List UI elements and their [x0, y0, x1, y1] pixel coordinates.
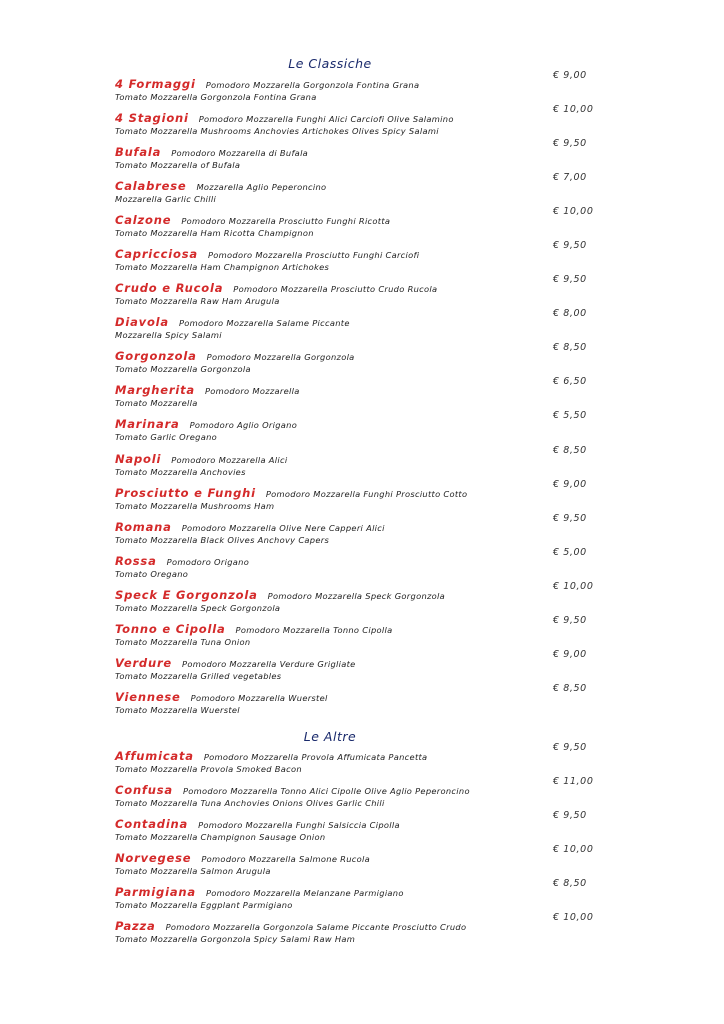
item-ingredients: Pomodoro Mozzarella Olive Nere Capperi Alici [181, 523, 385, 533]
item-ingredients: Pomodoro Mozzarella di Bufala [171, 148, 309, 158]
item-name: Marinara [115, 417, 180, 431]
item-price: € 11,00 [553, 776, 594, 787]
menu-item [115, 172, 595, 207]
item-english: Tomato Mozzarella Mushrooms Anchovies Artichokes Olives Spicy Salami [115, 126, 439, 136]
menu-item [115, 206, 595, 241]
item-english: Tomato Mozzarella Black Olives Anchovy Capers [115, 535, 330, 545]
menu-item [115, 649, 595, 684]
item-name: Gorgonzola [115, 349, 197, 363]
menu-item [115, 878, 595, 913]
item-price: € 8,50 [553, 342, 587, 353]
item-english: Tomato Mozzarella [115, 398, 198, 408]
item-english: Tomato Mozzarella Gorgonzola Spicy Salami Raw Ham [115, 934, 356, 944]
item-price: € 9,50 [553, 274, 587, 285]
item-price: € 9,50 [553, 615, 587, 626]
item-english: Tomato Garlic Oregano [115, 432, 218, 442]
item-ingredients: Pomodoro Mozzarella Alici [171, 455, 288, 465]
item-name: Romana [115, 520, 172, 534]
item-name: Speck E Gorgonzola [115, 588, 258, 602]
item-price: € 8,00 [553, 308, 587, 319]
item-ingredients: Pomodoro Mozzarella Speck Gorgonzola [267, 591, 446, 601]
item-price: € 9,00 [553, 479, 587, 490]
menu-item [115, 138, 595, 173]
item-price: € 9,00 [553, 649, 587, 660]
item-english: Tomato Mozzarella Speck Gorgonzola [115, 603, 281, 613]
item-name: Confusa [115, 783, 173, 797]
item-price: € 10,00 [553, 104, 594, 115]
item-english: Tomato Mozzarella Provola Smoked Bacon [115, 764, 302, 774]
item-name: Diavola [115, 315, 169, 329]
menu-item [115, 342, 595, 377]
item-english: Tomato Mozzarella Ham Champignon Artichokes [115, 262, 330, 272]
item-ingredients: Pomodoro Aglio Origano [189, 420, 298, 430]
item-english: Tomato Mozzarella Gorgonzola Fontina Grana [115, 92, 317, 102]
section-title-altre: Le Altre [303, 729, 357, 744]
item-name: Norvegese [115, 851, 192, 865]
item-ingredients: Pomodoro Mozzarella Tonno Alici Cipolle Olive Aglio Peperoncino [182, 786, 470, 796]
item-price: € 10,00 [553, 206, 594, 217]
item-ingredients: Pomodoro Mozzarella Melanzane Parmigiano [205, 888, 404, 898]
menu-item [115, 445, 595, 480]
menu-item [115, 274, 595, 309]
item-name: Crudo e Rucola [115, 281, 224, 295]
item-english: Tomato Mozzarella Tuna Onion [115, 637, 251, 647]
item-price: € 9,50 [553, 810, 587, 821]
item-english: Tomato Mozzarella Raw Ham Arugula [115, 296, 280, 306]
item-price: € 6,50 [553, 376, 587, 387]
menu-item [115, 581, 595, 616]
item-name: Tonno e Cipolla [115, 622, 226, 636]
item-price: € 7,00 [553, 172, 587, 183]
menu-item [115, 776, 595, 811]
item-name: Viennese [115, 690, 181, 704]
menu-item [115, 240, 595, 275]
item-ingredients: Pomodoro Mozzarella Gorgonzola [206, 352, 355, 362]
menu-item [115, 513, 595, 548]
item-english: Tomato Mozzarella Grilled vegetables [115, 671, 282, 681]
item-name: Calzone [115, 213, 172, 227]
item-price: € 9,50 [553, 513, 587, 524]
menu-item [115, 479, 595, 514]
item-name: Calabrese [115, 179, 187, 193]
item-ingredients: Pomodoro Mozzarella Verdure Grigliate [182, 659, 356, 669]
menu-item [115, 615, 595, 650]
item-ingredients: Pomodoro Mozzarella Gorgonzola Fontina Grana [205, 80, 420, 90]
item-ingredients: Pomodoro Mozzarella Provola Affumicata Pancetta [203, 752, 428, 762]
item-english: Tomato Mozzarella of Bufala [115, 160, 241, 170]
menu-item [115, 912, 595, 947]
item-price: € 9,50 [553, 138, 587, 149]
item-name: 4 Stagioni [115, 111, 189, 125]
item-price: € 8,50 [553, 683, 587, 694]
item-english: Tomato Mozzarella Anchovies [115, 467, 246, 477]
item-name: Rossa [115, 554, 157, 568]
menu-item [115, 683, 595, 718]
item-ingredients: Mozzarella Aglio Peperoncino [196, 182, 327, 192]
item-english: Tomato Mozzarella Champignon Sausage Onion [115, 832, 326, 842]
item-ingredients: Pomodoro Mozzarella Salmone Rucola [201, 854, 371, 864]
item-ingredients: Pomodoro Origano [166, 557, 250, 567]
item-name: Capricciosa [115, 247, 198, 261]
item-ingredients: Pomodoro Mozzarella Funghi Salsiccia Cipolla [198, 820, 400, 830]
item-name: Napoli [115, 452, 162, 466]
item-ingredients: Pomodoro Mozzarella [204, 386, 300, 396]
item-name: Bufala [115, 145, 162, 159]
item-english: Mozzarella Garlic Chilli [115, 194, 217, 204]
item-name: Pazza [115, 919, 156, 933]
menu-item [115, 104, 595, 139]
item-ingredients: Pomodoro Mozzarella Tonno Cipolla [235, 625, 393, 635]
item-name: Margherita [115, 383, 195, 397]
menu-item [115, 742, 595, 777]
menu-item [115, 376, 595, 411]
menu-item [115, 308, 595, 343]
item-price: € 5,50 [553, 410, 587, 421]
item-price: € 9,50 [553, 240, 587, 251]
item-name: Prosciutto e Funghi [115, 486, 256, 500]
item-english: Tomato Mozzarella Salmon Arugula [115, 866, 271, 876]
item-price: € 8,50 [553, 878, 587, 889]
item-price: € 10,00 [553, 581, 594, 592]
item-name: 4 Formaggi [115, 77, 196, 91]
item-price: € 9,50 [553, 742, 587, 753]
item-name: Verdure [115, 656, 173, 670]
menu-item [115, 547, 595, 582]
item-ingredients: Pomodoro Mozzarella Prosciutto Crudo Rucola [233, 284, 438, 294]
item-name: Parmigiana [115, 885, 196, 899]
item-english: Tomato Mozzarella Gorgonzola [115, 364, 251, 374]
item-english: Tomato Mozzarella Ham Ricotta Champignon [115, 228, 314, 238]
item-price: € 10,00 [553, 844, 594, 855]
item-name: Affumicata [115, 749, 194, 763]
item-english: Tomato Mozzarella Mushrooms Ham [115, 501, 275, 511]
item-ingredients: Pomodoro Mozzarella Funghi Alici Carciofi Olive Salamino [198, 114, 454, 124]
item-price: € 8,50 [553, 445, 587, 456]
menu-item [115, 844, 595, 879]
item-price: € 10,00 [553, 912, 594, 923]
item-english: Tomato Mozzarella Wuerstel [115, 705, 240, 715]
item-ingredients: Pomodoro Mozzarella Gorgonzola Salame Piccante Prosciutto Crudo [165, 922, 467, 932]
item-ingredients: Pomodoro Mozzarella Salame Piccante [178, 318, 350, 328]
item-price: € 9,00 [553, 70, 587, 81]
item-english: Tomato Mozzarella Tuna Anchovies Onions Olives Garlic Chili [115, 798, 385, 808]
menu-item [115, 70, 595, 105]
item-ingredients: Pomodoro Mozzarella Funghi Prosciutto Cotto [265, 489, 468, 499]
item-name: Contadina [115, 817, 189, 831]
item-ingredients: Pomodoro Mozzarella Prosciutto Funghi Carciofi [207, 250, 420, 260]
item-ingredients: Pomodoro Mozzarella Prosciutto Funghi Ricotta [181, 216, 391, 226]
menu-item [115, 410, 595, 445]
menu-item [115, 810, 595, 845]
item-english: Mozzarella Spicy Salami [115, 330, 222, 340]
item-price: € 5,00 [553, 547, 587, 558]
section-title-classiche: Le Classiche [288, 56, 372, 71]
item-ingredients: Pomodoro Mozzarella Wuerstel [190, 693, 328, 703]
item-english: Tomato Mozzarella Eggplant Parmigiano [115, 900, 293, 910]
item-english: Tomato Oregano [115, 569, 189, 579]
